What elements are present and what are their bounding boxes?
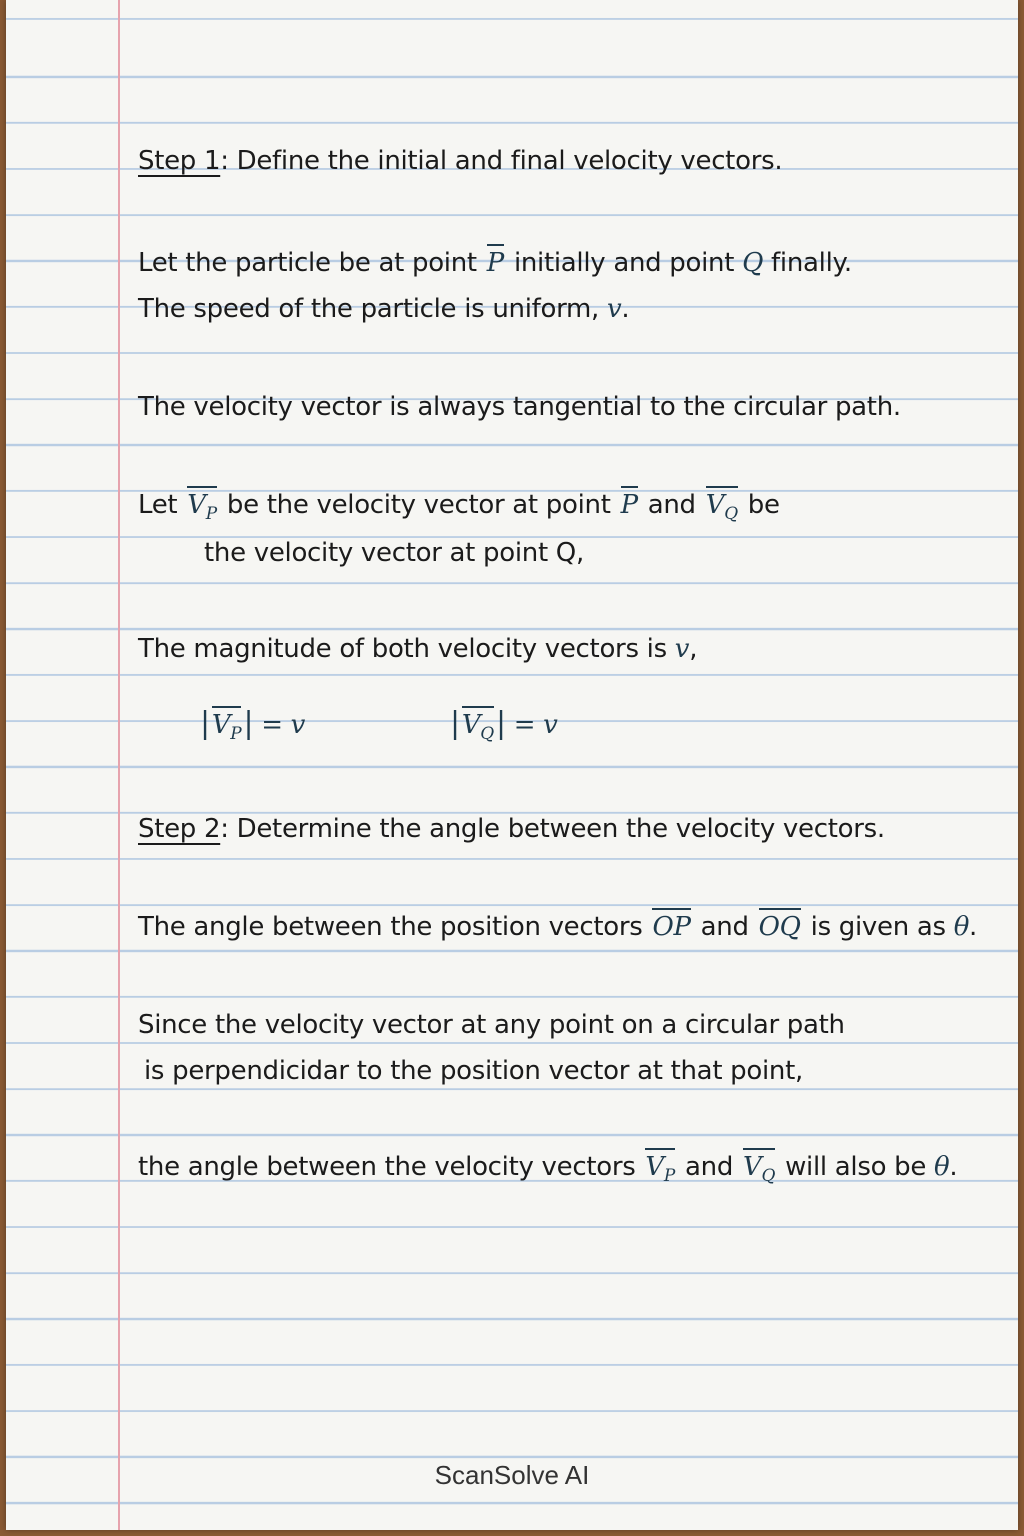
p1-line1: Let the particle be at point P initially and point Q finally. [138, 248, 852, 278]
theta-symbol: θ [934, 1152, 950, 1182]
step1-label: Step 1 [138, 146, 221, 176]
point-p: P [620, 490, 638, 520]
vector-vq: $V_Q$ [461, 710, 494, 745]
p5-line: The angle between the position vectors OP and OQ is given as θ. [138, 912, 978, 942]
vector-op: OP [652, 912, 691, 942]
point-p: P [486, 248, 504, 278]
point-q: Q [742, 248, 764, 278]
vector-oq: OQ [758, 912, 801, 942]
speed-v: v [606, 294, 622, 324]
p6-line2: is perpendicidar to the position vector at that point, [144, 1056, 803, 1086]
speed-v: v [674, 634, 690, 664]
p7-line: the angle between the velocity vectors $V_P$ and $V_Q$ will also be θ. [138, 1152, 958, 1187]
notebook-page [6, 0, 1018, 1530]
brand-footer: ScanSolve AI [434, 1460, 590, 1490]
eq2-rhs: = v [513, 710, 558, 740]
vector-vp: $V_P$ [187, 490, 217, 525]
vector-vp: $V_P$ [645, 1152, 676, 1187]
eq1-rhs: = v [261, 710, 306, 740]
step1-title: : Define the initial and final velocity vectors. [220, 146, 783, 176]
p2-line: The velocity vector is always tangential to the circular path. [138, 392, 901, 422]
magnitude-eq-q: $|V_Q| = v$ [450, 706, 558, 745]
vector-vp: $V_P$ [211, 710, 242, 745]
p6-line1: Since the velocity vector at any point on a circular path [138, 1010, 845, 1040]
theta-symbol: θ [953, 912, 970, 942]
magnitude-eq-p: $|V_P| = v$ [200, 706, 306, 745]
p1-line2: The speed of the particle is uniform, v. [138, 294, 630, 324]
p3-line1: Let $V_P$ be the velocity vector at point P and $V_Q$ be [138, 490, 780, 525]
margin-line [118, 0, 120, 1530]
vector-vq: $V_Q$ [743, 1152, 776, 1187]
step1-heading [138, 146, 782, 176]
step2-label: Step 2 [138, 814, 221, 844]
p3-line2: the velocity vector at point Q, [204, 538, 584, 568]
p4-line: The magnitude of both velocity vectors is v, [138, 634, 698, 664]
step2-heading [138, 814, 885, 844]
step2-title: : Determine the angle between the velocity vectors. [220, 814, 885, 844]
vector-vq: $V_Q$ [705, 490, 738, 525]
